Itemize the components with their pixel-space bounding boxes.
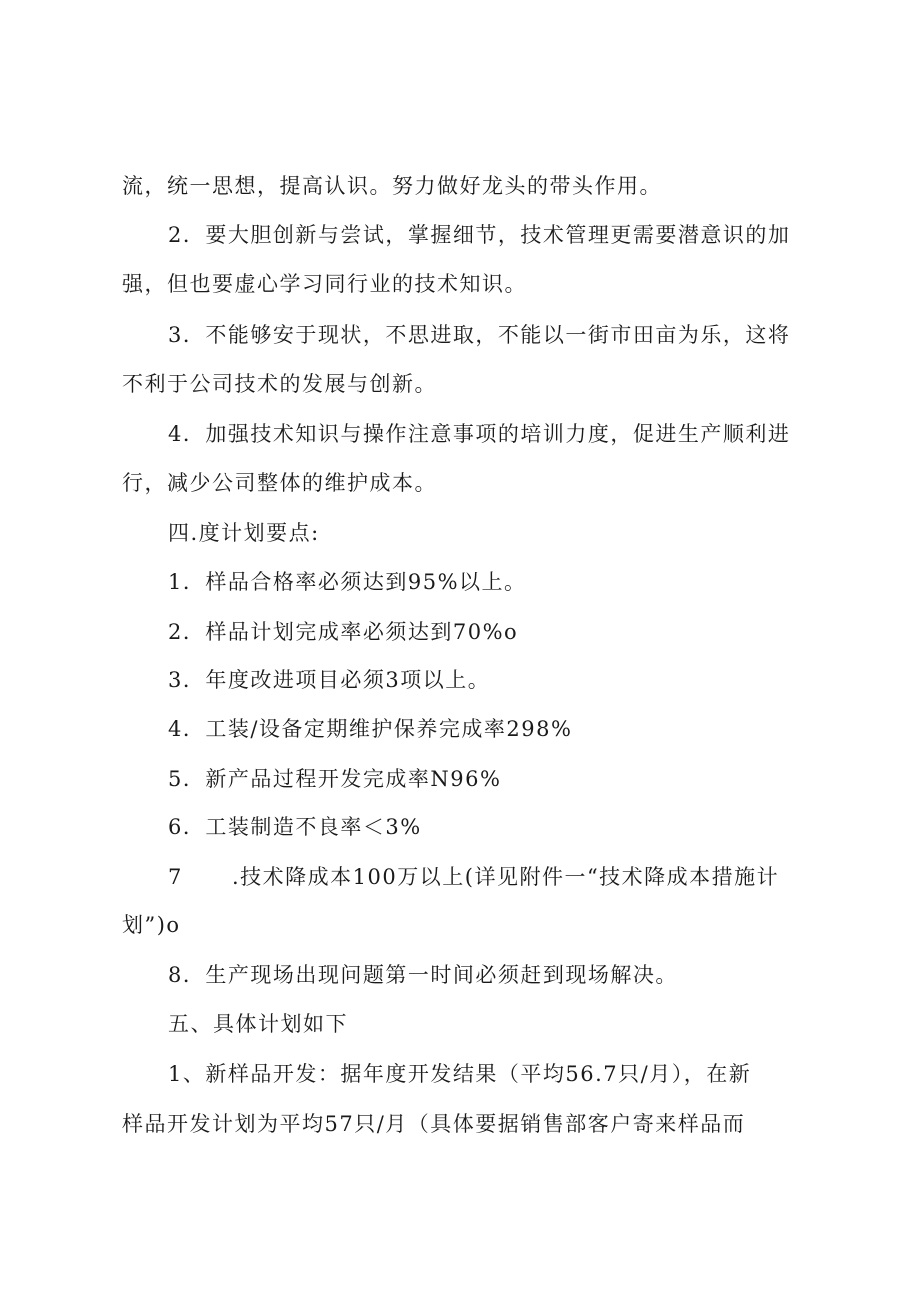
section-heading-5: 五、具体计划如下 — [168, 1012, 348, 1036]
list-item-3-line-1: 3．不能够安于现状，不思进取，不能以一街市田亩为乐，这将 — [168, 323, 791, 347]
detail-item-1-line-2: 样品开发计划为平均57只/月（具体要据销售部客户寄来样品而 — [122, 1112, 746, 1136]
list-item-4-line-1: 4．加强技术知识与操作注意事项的培训力度，促进生产顺利进 — [168, 422, 791, 446]
section-heading-4: 四.度计划要点: — [168, 521, 320, 545]
plan-item-7-line-2: 划”)o — [122, 913, 181, 937]
plan-item-7-number: 7 — [168, 865, 183, 889]
list-item-3-line-2: 不利于公司技术的发展与创新。 — [122, 372, 437, 396]
plan-item-4: 4．工装/设备定期维护保养完成率298% — [168, 717, 573, 741]
plan-item-8: 8．生产现场出现问题第一时间必须赶到现场解决。 — [168, 963, 678, 987]
plan-item-2: 2．样品计划完成率必须达到70%o — [168, 620, 519, 644]
detail-item-1-line-1: 1、新样品开发：据年度开发结果（平均56.7只/月），在新 — [168, 1062, 752, 1086]
list-item-4-line-2: 行，减少公司整体的维护成本。 — [122, 471, 437, 495]
plan-item-5: 5．新产品过程开发完成率N96% — [168, 767, 502, 791]
paragraph-line: 流，统一思想，提高认识。努力做好龙头的带头作用。 — [122, 174, 662, 198]
list-item-2-line-1: 2．要大胆创新与尝试，掌握细节，技术管理更需要潜意识的加 — [168, 223, 791, 247]
plan-item-6: 6．工装制造不良率＜3% — [168, 815, 422, 839]
plan-item-1: 1．样品合格率必须达到95%以上。 — [168, 570, 527, 594]
list-item-2-line-2: 强，但也要虚心学习同行业的技术知识。 — [122, 272, 527, 296]
plan-item-3: 3．年度改进项目必须3项以上。 — [168, 668, 491, 692]
plan-item-7-line-1: .技术降成本100万以上(详见附件一“技术降成本措施计 — [232, 865, 780, 889]
